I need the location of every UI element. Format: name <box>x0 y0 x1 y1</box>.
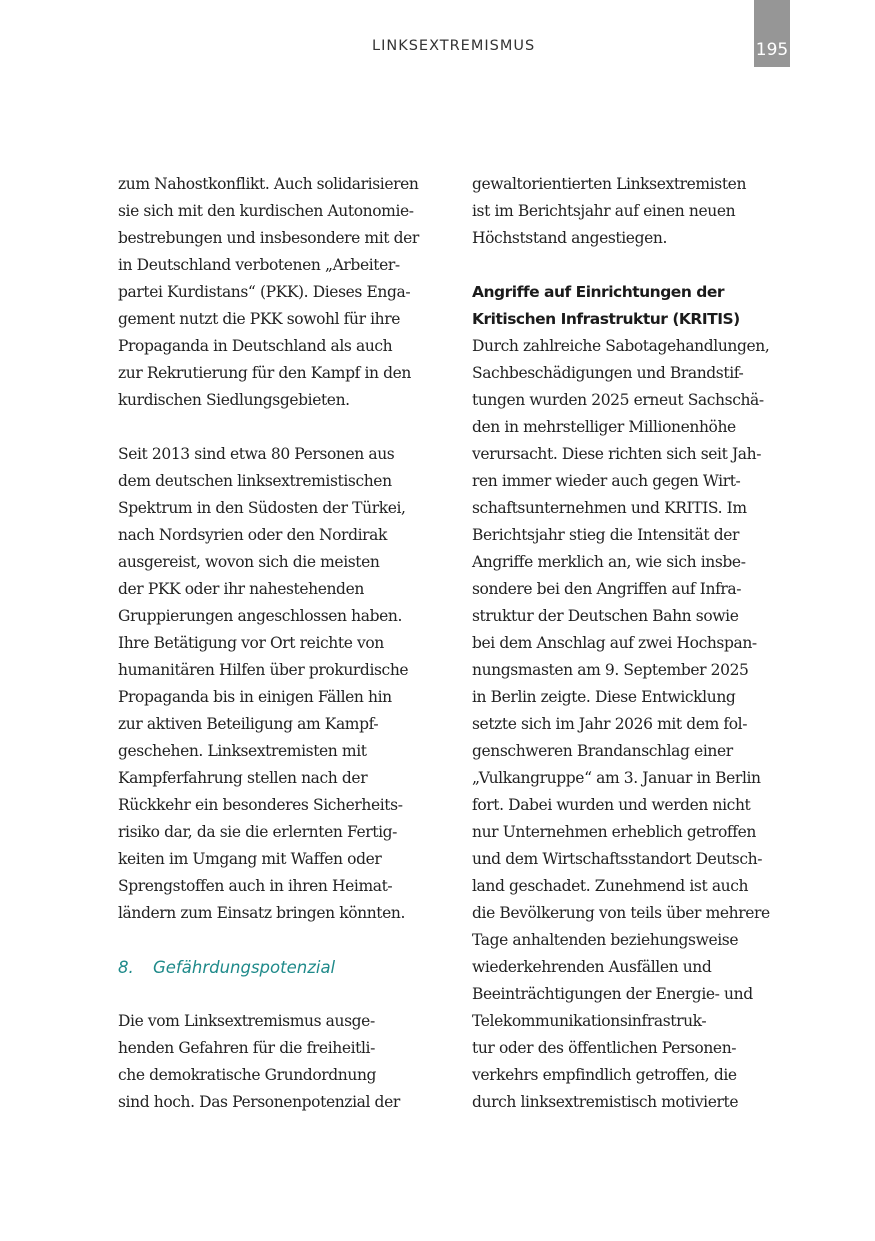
text-line: schaftsunternehmen und KRITIS. Im <box>472 499 747 517</box>
text-line: humanitären Hilfen über prokurdische <box>118 661 409 679</box>
text-line: sie sich mit den kurdischen Autonomie- <box>118 202 414 220</box>
text-line: henden Gefahren für die freiheitli- <box>118 1039 375 1057</box>
text-line: gewaltorientierten Linksextremisten <box>472 175 747 193</box>
text-line: verursacht. Diese richten sich seit Jah- <box>472 445 762 463</box>
text-line: partei Kurdistans“ (PKK). Dieses Enga- <box>118 283 411 301</box>
text-line: der PKK oder ihr nahestehenden <box>118 580 364 598</box>
text-line: setzte sich im Jahr 2026 mit dem fol- <box>472 715 748 733</box>
text-line: tungen wurden 2025 erneut Sachschä- <box>472 391 764 409</box>
text-line: Tage anhaltenden beziehungsweise <box>472 931 739 949</box>
text-line: „Vulkangruppe“ am 3. Januar in Berlin <box>472 769 761 787</box>
text-line: bestrebungen und insbesondere mit der <box>118 229 419 247</box>
text-line: ist im Berichtsjahr auf einen neuen <box>472 202 736 220</box>
text-line: Sachbeschädigungen und Brandstif- <box>472 364 744 382</box>
subheading-line: Kritischen Infrastruktur (KRITIS) <box>472 310 740 328</box>
text-line: sind hoch. Das Personenpotenzial der <box>118 1093 400 1111</box>
text-line: fort. Dabei wurden und werden nicht <box>472 796 751 814</box>
text-line: zur Rekrutierung für den Kampf in den <box>118 364 412 382</box>
left-paragraph-3 <box>118 1008 448 1116</box>
right-paragraph-1 <box>472 171 790 252</box>
text-line: Höchststand angestiegen. <box>472 229 667 247</box>
text-line: Telekommunikationsinfrastruk- <box>472 1012 707 1030</box>
text-line: Ihre Betätigung vor Ort reichte von <box>118 634 384 652</box>
text-line: Seit 2013 sind etwa 80 Personen aus <box>118 445 395 463</box>
text-line: sondere bei den Angriffen auf Infra- <box>472 580 742 598</box>
text-line: che demokratische Grundordnung <box>118 1066 377 1084</box>
text-line: Die vom Linksextremismus ausge- <box>118 1012 375 1030</box>
text-line: und dem Wirtschaftsstandort Deutsch- <box>472 850 763 868</box>
text-line: nungsmasten am 9. September 2025 <box>472 661 749 679</box>
text-line: Kampferfahrung stellen nach der <box>118 769 368 787</box>
page-number: 195 <box>755 40 789 60</box>
text-line: Propaganda bis in einigen Fällen hin <box>118 688 392 706</box>
text-line: Gruppierungen angeschlossen haben. <box>118 607 402 625</box>
text-line: den in mehrstelliger Millionenhöhe <box>472 418 736 436</box>
text-line: durch linksextremistisch motivierte <box>472 1093 739 1111</box>
text-line: ren immer wieder auch gegen Wirt- <box>472 472 741 490</box>
text-line: nur Unternehmen erheblich getroffen <box>472 823 756 841</box>
text-line: geschehen. Linksextremisten mit <box>118 742 367 760</box>
text-line: bei dem Anschlag auf zwei Hochspan- <box>472 634 757 652</box>
text-line: risiko dar, da sie die erlernten Fertig- <box>118 823 397 841</box>
left-paragraph-2 <box>118 441 448 927</box>
text-line: kurdischen Siedlungsgebieten. <box>118 391 350 409</box>
text-line: Angriffe merklich an, wie sich insbe- <box>472 553 746 571</box>
section-number: 8. <box>118 958 134 977</box>
text-line: ländern zum Einsatz bringen könnten. <box>118 904 406 922</box>
right-column <box>472 171 790 1116</box>
page-number-tab <box>754 0 790 67</box>
text-line: land geschadet. Zunehmend ist auch <box>472 877 749 895</box>
text-line: wiederkehrenden Ausfällen und <box>472 958 712 976</box>
text-line: dem deutschen linksextremistischen <box>118 472 392 490</box>
text-line: zur aktiven Beteiligung am Kampf- <box>118 715 379 733</box>
right-paragraph-2 <box>472 333 790 1116</box>
text-line: die Bevölkerung von teils über mehrere <box>472 904 770 922</box>
text-line: ausgereist, wovon sich die meisten <box>118 553 380 571</box>
text-line: Sprengstoffen auch in ihren Heimat- <box>118 877 393 895</box>
text-line: Propaganda in Deutschland als auch <box>118 337 393 355</box>
text-line: in Berlin zeigte. Diese Entwicklung <box>472 688 736 706</box>
subheading-line: Angriffe auf Einrichtungen der <box>472 283 724 301</box>
text-line: Durch zahlreiche Sabotagehandlungen, <box>472 337 770 355</box>
text-line: struktur der Deutschen Bahn sowie <box>472 607 739 625</box>
text-line: nach Nordsyrien oder den Nordirak <box>118 526 387 544</box>
text-line: Spektrum in den Südosten der Türkei, <box>118 499 406 517</box>
text-line: tur oder des öffentlichen Personen- <box>472 1039 737 1057</box>
text-line: Rückkehr ein besonderes Sicherheits- <box>118 796 403 814</box>
left-column <box>118 171 448 1116</box>
text-line: in Deutschland verbotenen „Arbeiter- <box>118 256 400 274</box>
text-line: gement nutzt die PKK sowohl für ihre <box>118 310 401 328</box>
text-line: zum Nahostkonflikt. Auch solidarisieren <box>118 175 419 193</box>
text-line: Berichtsjahr stieg die Intensität der <box>472 526 740 544</box>
text-line: keiten im Umgang mit Waffen oder <box>118 850 382 868</box>
subheading <box>472 279 790 333</box>
running-title: LINKSEXTREMISMUS <box>372 38 536 54</box>
text-line: genschweren Brandanschlag einer <box>472 742 733 760</box>
text-line: Beeinträchtigungen der Energie- und <box>472 985 753 1003</box>
left-paragraph-1 <box>118 171 448 414</box>
section-title: Gefährdungspotenzial <box>153 958 336 977</box>
text-line: verkehrs empfindlich getroffen, die <box>472 1066 737 1084</box>
section-heading <box>118 954 448 981</box>
